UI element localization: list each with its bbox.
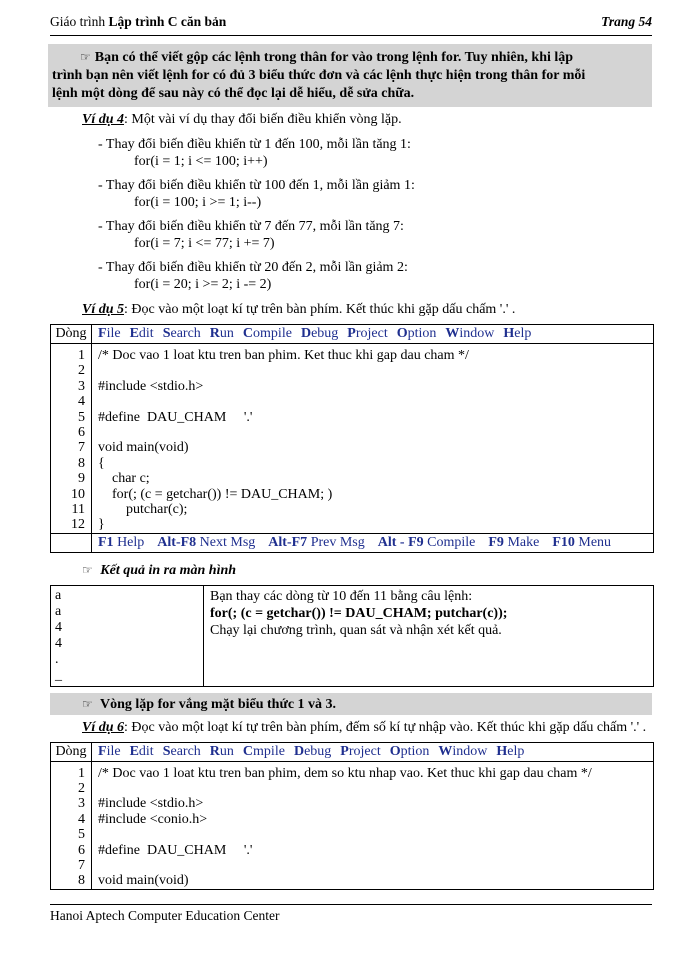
code-line	[98, 425, 469, 440]
line-numbers	[51, 762, 92, 889]
code-line: for(; (c = getchar()) != DAU_CHAM; )	[98, 486, 333, 502]
code-line	[98, 858, 592, 873]
shortcut-alt-f9[interactable]: Alt - F9 Compile	[377, 534, 476, 550]
result-heading: ☞ Kết quả in ra màn hình	[82, 562, 237, 578]
example-code: for(i = 1; i <= 100; i++)	[134, 154, 268, 169]
menu-item-file[interactable]: File	[98, 743, 121, 759]
code-line: {	[98, 455, 105, 471]
line-number: 2	[78, 781, 85, 797]
menu-item-debug[interactable]: Debug	[300, 326, 339, 341]
shortcut-alt-f8[interactable]: Alt-F8 Next Msg	[157, 534, 256, 550]
shortcut-f1[interactable]: F1 Help	[98, 534, 145, 550]
menu-item-option[interactable]: Option	[389, 743, 430, 759]
output-line: 4	[55, 619, 62, 635]
shortcut-f9[interactable]: F9 Make	[488, 534, 540, 550]
menu-item-search[interactable]: Search	[162, 743, 201, 759]
hand-icon: ☞	[80, 50, 91, 64]
source-code	[92, 344, 469, 533]
menu-item-edit[interactable]: Edit	[129, 326, 154, 341]
line-number: 9	[78, 471, 85, 487]
menu-item-run[interactable]: Run	[209, 743, 234, 759]
code-line	[98, 827, 592, 842]
code-line: char c;	[98, 471, 150, 487]
line-column-header: Dòng	[51, 325, 92, 343]
line-number: 3	[78, 378, 85, 394]
line-numbers	[51, 344, 92, 533]
ide-menu-bar	[92, 743, 533, 761]
output-line: a	[55, 603, 62, 619]
example-code: for(i = 20; i >= 2; i -= 2)	[134, 277, 272, 292]
menu-item-cmpile[interactable]: Cmpile	[242, 743, 285, 759]
menu-item-window[interactable]: Window	[445, 326, 495, 341]
example-desc: - Thay đổi biến điều khiển từ 1 đến 100, mỗi lần tăng 1:	[98, 137, 411, 152]
menu-item-help[interactable]: Help	[503, 326, 532, 341]
example-desc: - Thay đổi biến điều khiển từ 20 đến 2, mỗi lần giảm 2:	[98, 260, 408, 275]
example-4-list	[50, 136, 652, 293]
line-number: 6	[78, 842, 85, 858]
note-box: ☞ Bạn có thể viết gộp các lệnh trong thân for vào trong lệnh for. Tuy nhiên, khi lập trình bạn nên viết lệnh for có đủ 3 biểu thức đơn và các lệnh thực hiện trong thân for mỗi lệnh một dòng để sau này có thể đọc lại dễ hiểu, dễ sửa chữa.	[48, 44, 652, 107]
menu-item-run[interactable]: Run	[209, 326, 234, 341]
menu-item-project[interactable]: Project	[340, 743, 381, 759]
code-line: #define DAU_CHAM '.'	[98, 409, 253, 425]
code-line: #include <stdio.h>	[98, 378, 204, 394]
line-number: 5	[78, 827, 85, 843]
code-line	[98, 394, 469, 409]
hand-icon: ☞	[82, 562, 93, 577]
code-line: putchar(c);	[98, 501, 188, 517]
menu-item-help[interactable]: Help	[496, 743, 525, 759]
example-code: for(i = 7; i <= 77; i += 7)	[134, 236, 275, 251]
menu-item-debug[interactable]: Debug	[293, 743, 332, 759]
code-line	[98, 363, 469, 378]
result-notes: Bạn thay các dòng từ 10 đến 11 bằng câu lệnh: for(; (c = getchar()) != DAU_CHAM; putchar(c)); Chạy lại chương trình, quan sát và nhận xét kết quả.	[210, 588, 508, 638]
code-line: }	[98, 517, 105, 533]
ide-status-bar	[92, 534, 624, 552]
line-number: 4	[78, 394, 85, 410]
hand-icon: ☞	[82, 696, 93, 711]
output-line: _	[55, 667, 62, 683]
code-line: void main(void)	[98, 440, 189, 456]
menu-item-compile[interactable]: Compile	[242, 326, 292, 341]
line-number: 11	[71, 501, 85, 517]
line-number: 7	[78, 858, 85, 874]
example-item	[98, 218, 652, 252]
menu-item-window[interactable]: Window	[438, 743, 488, 759]
line-number: 3	[78, 796, 85, 812]
example-4-heading: Ví dụ 4: Một vài ví dụ thay đổi biến điều khiển vòng lặp.	[82, 112, 402, 127]
example-code: for(i = 100; i >= 1; i--)	[134, 195, 262, 210]
code-line: /* Doc vao 1 loat ktu tren ban phim. Ket thuc khi gap dau cham */	[98, 348, 469, 363]
code-line: /* Doc vao 1 loat ktu tren ban phim, dem so ktu nhap vao. Ket thuc khi gap dau cham */	[98, 765, 592, 781]
line-number: 12	[71, 517, 85, 533]
line-number: 10	[71, 486, 85, 502]
page-number: Trang 54	[601, 14, 652, 29]
menu-item-option[interactable]: Option	[396, 326, 437, 341]
line-number: 1	[78, 348, 85, 363]
output-column	[51, 586, 204, 686]
code-editor-2	[50, 742, 654, 890]
example-item	[98, 136, 652, 170]
code-editor-1	[50, 324, 654, 553]
example-desc: - Thay đổi biến điều khiển từ 7 đến 77, mỗi lần tăng 7:	[98, 219, 404, 234]
page-footer: Hanoi Aptech Computer Education Center	[50, 904, 652, 924]
menu-item-project[interactable]: Project	[347, 326, 388, 341]
ide-menu-bar	[92, 325, 540, 343]
example-6-heading: Ví dụ 6: Đọc vào một loạt kí tự trên bàn phím, đếm số kí tự nhập vào. Kết thúc khi gặp dấu chấm '.' .	[82, 719, 647, 735]
line-column-header: Dòng	[51, 743, 92, 761]
output-line: .	[55, 651, 59, 667]
result-table	[50, 585, 654, 687]
menu-item-edit[interactable]: Edit	[129, 743, 154, 759]
shortcut-alt-f7[interactable]: Alt-F7 Prev Msg	[268, 534, 365, 550]
example-item	[98, 177, 652, 211]
example-desc: - Thay đổi biến điều khiển từ 100 đến 1, mỗi lần giảm 1:	[98, 178, 415, 193]
line-number: 6	[78, 424, 85, 440]
page-header	[50, 14, 652, 36]
menu-item-file[interactable]: File	[98, 326, 121, 341]
example-5-heading: Ví dụ 5: Đọc vào một loạt kí tự trên bàn phím. Kết thúc khi gặp dấu chấm '.' .	[82, 302, 516, 317]
code-line: #include <stdio.h>	[98, 796, 204, 812]
line-number: 8	[78, 455, 85, 471]
line-number: 4	[78, 811, 85, 827]
code-line: #include <conio.h>	[98, 811, 208, 827]
book-title: Giáo trình Lập trình C căn bản	[50, 14, 227, 29]
example-item	[98, 259, 652, 293]
line-number: 1	[78, 765, 85, 781]
page	[50, 14, 652, 890]
line-number: 2	[78, 363, 85, 379]
output-line: a	[55, 587, 62, 603]
line-number: 7	[78, 440, 85, 456]
menu-item-search[interactable]: Search	[162, 326, 201, 341]
code-line: void main(void)	[98, 873, 189, 889]
source-code	[92, 762, 592, 889]
code-line: #define DAU_CHAM '.'	[98, 842, 253, 858]
output-line: 4	[55, 635, 62, 651]
line-number: 5	[78, 409, 85, 425]
note-box-2: ☞ Vòng lặp for vắng mặt biểu thức 1 và 3.	[50, 693, 652, 715]
code-line	[98, 781, 592, 796]
line-number: 8	[78, 873, 85, 889]
shortcut-f10[interactable]: F10 Menu	[552, 534, 612, 550]
